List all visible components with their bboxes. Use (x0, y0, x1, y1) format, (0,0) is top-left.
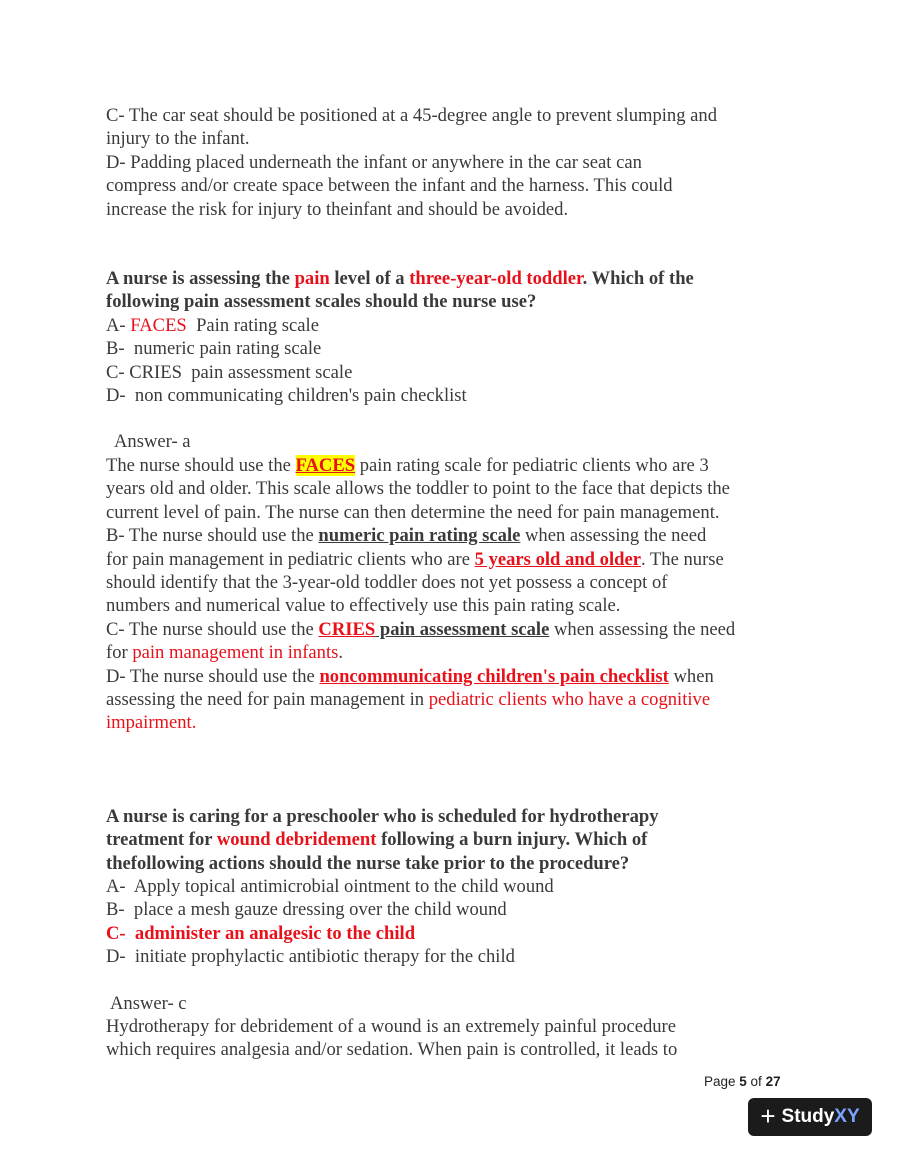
q1-explanation-line-1: The nurse should use the FACES pain rating scale for pediatric clients who are 3 (106, 454, 709, 476)
q2-explanation-line-1: Hydrotherapy for debridement of a wound is an extremely painful procedure (106, 1016, 677, 1037)
q1-explanation-line-3: current level of pain. The nurse can then determine the need for pain management. (106, 501, 720, 523)
question-1-line-1: A nurse is assessing the pain level of a three-year-old toddler. Which of the (106, 268, 694, 290)
studyxy-logo[interactable] (748, 1098, 872, 1136)
question-2-line-2: treatment for wound debridement following a burn injury. Which of (106, 829, 648, 851)
question-2-option-c: C- administer an analgesic to the child (106, 922, 416, 944)
q1-explanation-line-10: D- The nurse should use the noncommunicating children's pain checklist when (106, 665, 714, 687)
intro-d-line-1: D- Padding placed underneath the infant or anywhere in the car seat can (106, 151, 642, 173)
question-2-line-1: A nurse is caring for a preschooler who is scheduled for hydrotherapy (106, 805, 659, 827)
intro-d-line-2: compress and/or create space between the infant and the harness. This could (106, 175, 673, 197)
q1-explanation-line-7: numbers and numerical value to effectively use this pain rating scale. (106, 595, 621, 617)
page-number: Page 5 of 27 (704, 1074, 781, 1089)
q1-explanation-line-11: assessing the need for pain management in pediatric clients who have a cognitive (106, 688, 711, 710)
question-1-option-a: A- FACES Pain rating scale (106, 314, 319, 336)
q2-explanation-line-2: which requires analgesia and/or sedation. When pain is controlled, it leads to (106, 1039, 678, 1061)
document-page (106, 104, 806, 1062)
question-2-answer: Answer- c (110, 992, 187, 1014)
question-2-option-d: D- initiate prophylactic antibiotic therapy for the child (106, 946, 515, 968)
question-2-option-a: A- Apply topical antimicrobial ointment to the child wound (106, 875, 554, 897)
question-2-line-3: thefollowing actions should the nurse take prior to the procedure? (106, 852, 630, 874)
q1-explanation-line-9: for pain management in infants. (106, 642, 344, 664)
q1-explanation-line-8: C- The nurse should use the CRIES pain assessment scale when assessing the need (106, 618, 736, 640)
intro-c-line-1: C- The car seat should be positioned at a 45-degree angle to prevent slumping and (106, 105, 718, 126)
plus-icon: + (760, 1100, 776, 1131)
question-1-option-d: D- non communicating children's pain checklist (106, 385, 467, 407)
q1-explanation-line-12: impairment. (106, 712, 197, 734)
intro-c-line-2: injury to the infant. (106, 128, 250, 150)
question-1-option-c: C- CRIES pain assessment scale (106, 361, 353, 383)
question-1-line-2: following pain assessment scales should the nurse use? (106, 291, 537, 313)
question-1-option-b: B- numeric pain rating scale (106, 338, 322, 360)
q1-explanation-line-4: B- The nurse should use the numeric pain rating scale when assessing the need (106, 525, 707, 547)
brand-name: StudyXY (781, 1106, 860, 1127)
q1-explanation-line-2: years old and older. This scale allows the toddler to point to the face that depicts the (106, 478, 730, 500)
q1-explanation-line-5: for pain management in pediatric clients who are 5 years old and older. The nurse (106, 548, 724, 570)
question-2-option-b: B- place a mesh gauze dressing over the child wound (106, 899, 507, 921)
intro-d-line-3: increase the risk for injury to theinfant and should be avoided. (106, 198, 569, 220)
q1-explanation-line-6: should identify that the 3-year-old toddler does not yet possess a concept of (106, 571, 668, 593)
question-1-answer: Answer- a (114, 431, 191, 453)
